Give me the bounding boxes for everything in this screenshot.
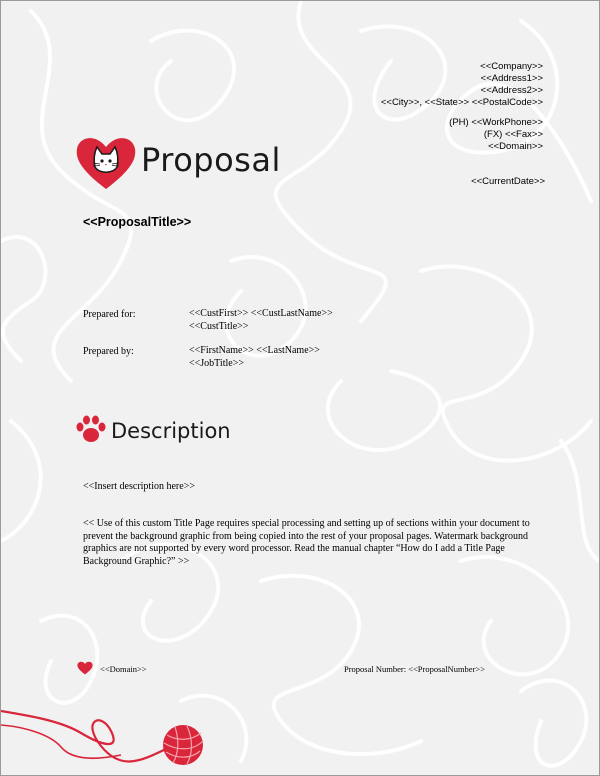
description-heading: Description [111,419,231,443]
customer-name: <<CustFirst>> <<CustLastName>> [189,308,333,319]
paw-print-icon [75,414,107,444]
prepared-by-label: Prepared by: [83,346,134,357]
description-placeholder: <<Insert description here>> [83,481,195,492]
city-state-postal: <<City>>, <<State>> <<PostalCode>> [380,97,543,108]
author-name: <<FirstName>> <<LastName>> [189,345,320,356]
current-date: <<CurrentDate>> [471,176,545,187]
cat-heart-logo-icon [75,133,137,191]
customer-title: <<CustTitle>> [189,321,249,332]
address-line-1: <<Address1>> [480,73,543,84]
document-title: Proposal [141,141,281,179]
company-address-block [283,61,543,153]
footer-domain: <<Domain>> [100,664,147,674]
yarn-ball-icon [1,691,241,775]
proposal-title: <<ProposalTitle>> [83,215,192,229]
prepared-for-value [189,307,333,333]
author-title: <<JobTitle>> [189,358,244,369]
company-name: <<Company>> [480,61,543,72]
heart-icon [77,661,93,675]
domain-text: <<Domain>> [488,141,543,152]
phone-number: (PH) <<WorkPhone>> [449,117,543,128]
prepared-for-label: Prepared for: [83,309,136,320]
prepared-by-value [189,344,320,370]
footer-proposal-number: Proposal Number: <<ProposalNumber>> [344,664,485,674]
fax-number: (FX) <<Fax>> [483,129,543,140]
background-graphic-notice: << Use of this custom Title Page requires special processing and setting up of sections within your document to prevent the background graphic from being copied into the rest of your proposal pages. Watermark background graphics are not supported by every word processor. Read the manual chapter “How do I add a Title Page Background Graphic?” >> [83,518,530,567]
address-line-2: <<Address2>> [480,85,543,96]
